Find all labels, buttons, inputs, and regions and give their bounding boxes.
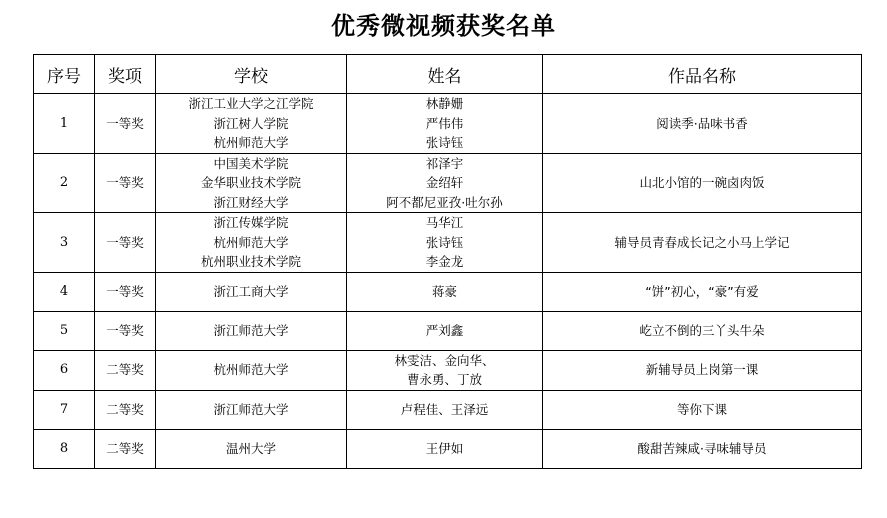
name-line: 曹永勇、丁放 bbox=[406, 372, 482, 387]
awards-table bbox=[33, 54, 862, 469]
row-index: 8 bbox=[34, 429, 95, 468]
table-row bbox=[34, 94, 862, 154]
school-line: 中国美术学院 bbox=[213, 155, 289, 171]
table-row bbox=[34, 153, 862, 213]
table-row bbox=[34, 213, 862, 273]
row-award: 一等奖 bbox=[95, 94, 156, 154]
name-line: 祁泽宇 bbox=[425, 155, 464, 171]
school-line: 杭州师范大学 bbox=[213, 135, 289, 150]
header-school: 学校 bbox=[156, 55, 347, 94]
row-names: 严刘鑫 bbox=[347, 311, 543, 350]
table-row bbox=[34, 311, 862, 350]
row-index: 6 bbox=[34, 350, 95, 390]
name-line: 金绍轩 bbox=[425, 175, 464, 190]
row-work: 等你下课 bbox=[543, 390, 862, 429]
row-schools: 浙江师范大学 bbox=[156, 311, 347, 350]
page-title: 优秀微视频获奖名单 bbox=[331, 11, 556, 40]
row-award: 二等奖 bbox=[95, 429, 156, 468]
row-schools bbox=[156, 213, 347, 273]
row-award: 一等奖 bbox=[95, 272, 156, 311]
row-award: 二等奖 bbox=[95, 390, 156, 429]
row-work: 新辅导员上岗第一课 bbox=[543, 350, 862, 390]
row-index: 5 bbox=[34, 311, 95, 350]
school-line: 金华职业技术学院 bbox=[200, 175, 301, 190]
row-index: 3 bbox=[34, 213, 95, 273]
row-index: 1 bbox=[34, 94, 95, 154]
name-line: 林雯洁、金向华、 bbox=[394, 352, 495, 368]
row-schools bbox=[156, 153, 347, 213]
school-line: 浙江树人学院 bbox=[213, 115, 289, 131]
table-row bbox=[34, 390, 862, 429]
school-line: 浙江工业大学之江学院 bbox=[188, 96, 314, 111]
name-line: 马华江 bbox=[425, 215, 464, 230]
row-index: 7 bbox=[34, 390, 95, 429]
row-names: 王伊如 bbox=[347, 429, 543, 468]
table-row bbox=[34, 350, 862, 390]
row-work: 酸甜苦辣咸·寻味辅导员 bbox=[543, 429, 862, 468]
table-row bbox=[34, 429, 862, 468]
row-work: 山北小馆的一碗卤肉饭 bbox=[543, 153, 862, 213]
name-line: 林静姗 bbox=[425, 96, 464, 111]
school-line: 浙江传媒学院 bbox=[213, 215, 289, 230]
row-schools: 杭州师范大学 bbox=[156, 350, 347, 390]
row-schools: 温州大学 bbox=[156, 429, 347, 468]
row-work: “饼”初心，“豪”有爱 bbox=[543, 272, 862, 311]
row-work: 辅导员青春成长记之小马上学记 bbox=[543, 213, 862, 273]
row-names: 卢程佳、王泽远 bbox=[347, 390, 543, 429]
row-schools: 浙江师范大学 bbox=[156, 390, 347, 429]
row-schools: 浙江工商大学 bbox=[156, 272, 347, 311]
row-index: 2 bbox=[34, 153, 95, 213]
name-line: 严伟伟 bbox=[425, 115, 464, 131]
header-award: 奖项 bbox=[95, 55, 156, 94]
header-work: 作品名称 bbox=[543, 55, 862, 94]
row-index: 4 bbox=[34, 272, 95, 311]
row-award: 二等奖 bbox=[95, 350, 156, 390]
row-names: 蒋豪 bbox=[347, 272, 543, 311]
header-index: 序号 bbox=[34, 55, 95, 94]
row-award: 一等奖 bbox=[95, 213, 156, 273]
row-names bbox=[347, 350, 543, 390]
row-award: 一等奖 bbox=[95, 311, 156, 350]
row-schools bbox=[156, 94, 347, 154]
name-line: 阿不都尼亚孜·吐尔孙 bbox=[386, 194, 503, 210]
table-row bbox=[34, 272, 862, 311]
name-line: 李金龙 bbox=[425, 254, 464, 269]
row-work: 阅读季·品味书香 bbox=[543, 94, 862, 154]
row-names bbox=[347, 94, 543, 154]
row-names bbox=[347, 213, 543, 273]
row-names bbox=[347, 153, 543, 213]
school-line: 杭州师范大学 bbox=[213, 234, 289, 250]
name-line: 张诗钰 bbox=[425, 234, 464, 250]
header-row bbox=[34, 55, 862, 94]
header-name: 姓名 bbox=[347, 55, 543, 94]
school-line: 浙江财经大学 bbox=[213, 194, 289, 210]
school-line: 杭州职业技术学院 bbox=[200, 254, 301, 269]
row-award: 一等奖 bbox=[95, 153, 156, 213]
name-line: 张诗钰 bbox=[425, 135, 464, 150]
row-work: 屹立不倒的三丫头牛朵 bbox=[543, 311, 862, 350]
